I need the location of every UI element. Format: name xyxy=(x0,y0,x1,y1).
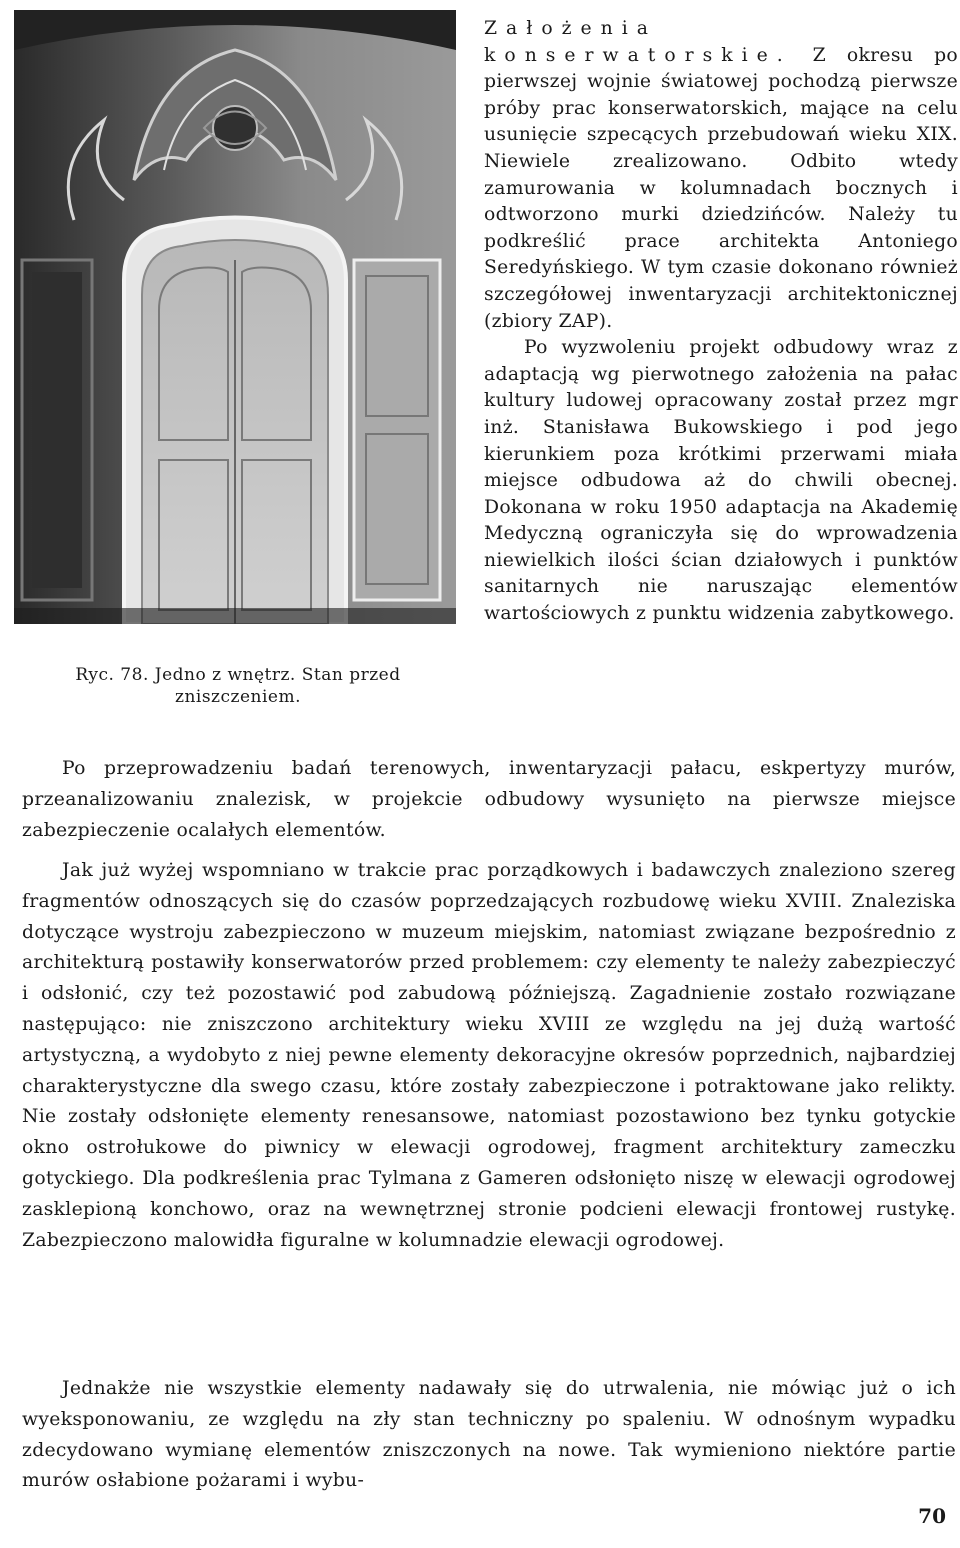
right-column-text xyxy=(484,16,958,628)
paragraph-5: Jednakże nie wszystkie elementy nadawały się do utrwalenia, nie mówiąc już o ich wyeksponowaniu, ze względu na zły stan techniczny po spaleniu. W odnośnym wypadku zdecydowano wymianę elementów zniszczonych na nowe. Tak wymieniono niektóre partie murów osłabione pożarami i wybu- xyxy=(22,1378,956,1492)
paragraph-1-text: Z okresu po pierwszej wojnie światowej pochodzą pierwsze próby prac konserwatorskich, mające na celu usunięcie szpecących przebudowań wieku XIX. Niewiele zrealizowano. Odbito wtedy zamurowania w kolumnadach bocznych i odtworzono murki dziedzińców. Należy tu podkreślić prace architekta Antoniego Seredyńskiego. W tym czasie dokonano również szczegółowej inwentaryzacji architektonicznej (zbiory ZAP). xyxy=(484,44,958,332)
page-number: 70 xyxy=(918,1504,946,1528)
section-heading: Założenia konserwatorskie. xyxy=(484,18,792,66)
paragraph-4: Jak już wyżej wspomniano w trakcie prac porządkowych i badawczych znaleziono szereg fragmentów odnoszących się do czasów poprzedzających rozbudowę wieku XVIII. Znaleziska dotyczące wystroju zabezpieczono w muzeum miejskim, natomiast związane bezpośrednio z architekturą postawiły konserwatorów przed problemem: czy elementy te należy zabezpieczyć i odsłonić, czy też pozostawić pod zabudową późniejszą. Zagadnienie zostało rozwiązane następująco: nie zniszczono architektury wieku XVIII ze względu na jej dużą wartość artystyczną, a wydobyto z niej pewne elementy dekoracyjne okresów poprzednich, najbardziej charakterystyczne dla swego czasu, które zostały zabezpieczone i potraktowane jako relikty. Nie zostały odsłonięte elementy renesansowe, natomiast pozostawiono bez tynku gotyckie okno ostrołukowe do piwnicy w elewacji ogrodowej, fragment architektury zameczku gotyckiego. Dla podkreślenia prac Tylmana z Gameren odsłonięto niszę w elewacji ogrodowej zasklepioną konchowo, oraz na wewnętrznej stronie podcieni elewacji frontowej rustykę. Zabezpieczono malowidła figuralne w kolumnadzie elewacji ogrodowej. xyxy=(22,860,956,1251)
paragraph-2: Po wyzwoleniu projekt odbudowy wraz z adaptacją wg pierwotnego założenia na pałac kultury ludowej opracowany został przez mgr inż. Stanisława Bukowskiego i pod jego kierunkiem poza krótkimi przerwami miała miejsce odbudowa aż do chwili obecnej. Dokonana w roku 1950 adaptacja na Akademię Medyczną ograniczyła się do wprowadzenia niewielkich ilości ścian działowych i punktów sanitarnych nie naruszając elementów wartościowych z punktu widzenia zabytkowego. xyxy=(484,337,958,625)
paragraph-1 xyxy=(484,16,958,335)
interior-photograph xyxy=(14,10,456,624)
paragraph-3: Po przeprowadzeniu badań terenowych, inwentaryzacji pałacu, eskpertyzy murów, przeanalizowaniu znalezisk, w projekcie odbudowy wysunięto na pierwsze miejsce zabezpieczenie ocalałych elementów. xyxy=(22,758,956,841)
figure-caption: Ryc. 78. Jedno z wnętrz. Stan przed zniszczeniem. xyxy=(75,665,401,707)
